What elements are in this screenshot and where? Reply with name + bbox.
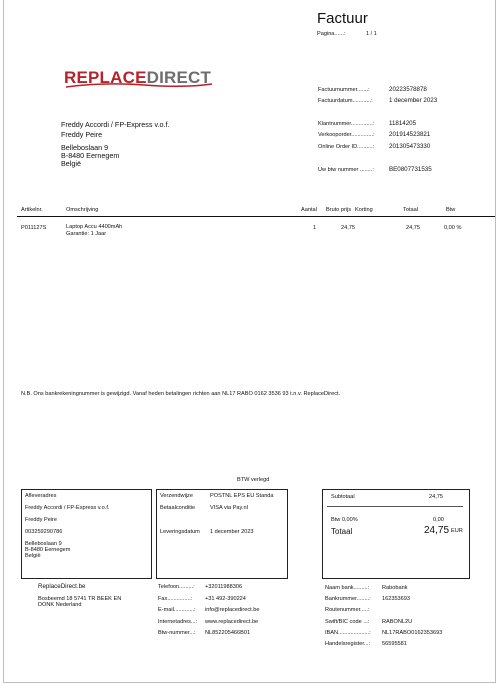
table-header-divider	[17, 216, 495, 217]
footer-phone-value: +32011988306	[205, 584, 243, 590]
replacedirect-logo	[64, 68, 211, 88]
meta-value-sales-order: 201914523821	[389, 131, 431, 138]
meta-label-invoice-date: Factuurdatum............:	[318, 98, 373, 104]
delivery-address-box	[21, 489, 152, 579]
row-description: Laptop Accu 4400mAh	[66, 224, 123, 230]
payment-condition-label: Betaalconditie	[160, 505, 196, 511]
row-warranty: Garantie: 1 Jaar	[66, 231, 107, 237]
delivery-city: B-8480 Eernegem	[25, 547, 71, 553]
customer-name: Freddy Accordi / FP-Express v.o.f.	[61, 120, 170, 129]
delivery-name: Freddy Accordi / FP-Express v.o.f.	[25, 505, 110, 511]
meta-label-sales-order: Verkooporder..............:	[318, 132, 375, 138]
customer-city: B-8480 Eernegem	[61, 151, 120, 160]
footer-vat-label: Btw-nummer...:	[158, 630, 196, 636]
meta-value-customer-number: 11814205	[389, 120, 417, 127]
footer-fax-label: Fax...............:	[158, 596, 193, 602]
delivery-country: België	[25, 553, 41, 559]
footer-bank-name-label: Naam bank.........:	[325, 585, 370, 591]
bank-change-notice: N.B. Ons bankrekeningnummer is gewijzigd. Vanaf heden betalingen richten aan NL17 RABO 0162 3536 93 t.n.v. ReplaceDirect.	[21, 391, 341, 397]
subtotal-divider	[327, 506, 463, 507]
payment-condition-value: VISA via Pay.nl	[210, 505, 248, 511]
footer-email-label: E-mail.............:	[158, 607, 196, 613]
footer-fax-value: +31 492-390224	[205, 596, 246, 602]
totals-box	[322, 489, 470, 579]
customer-contact: Freddy Peire	[61, 130, 103, 139]
footer-website-value[interactable]: www.replacedirect.be	[205, 619, 259, 625]
footer-chamber-label: Handelsregister...:	[325, 641, 371, 647]
row-gross-price: 24,75	[341, 225, 355, 231]
row-vat: 0,00 %	[444, 225, 462, 231]
meta-label-vat-number: Uw btw nummer ........:	[318, 167, 374, 173]
delivery-date-value: 1 december 2023	[210, 529, 254, 535]
footer-swift-value: RABONL2U	[382, 619, 413, 625]
total-currency: EUR	[451, 528, 463, 534]
delivery-street: Belleboslaan 9	[25, 541, 62, 547]
footer-iban-value: NL17RABO0162353693	[382, 630, 443, 636]
vat-reverse-charge: BTW verlegd	[237, 477, 270, 483]
row-artikel: P011127S	[21, 225, 47, 231]
customer-country: België	[61, 159, 81, 168]
page-value: 1 / 1	[366, 31, 377, 37]
delivery-title: Afleveradres	[25, 493, 57, 499]
meta-value-invoice-number: 20223578878	[389, 86, 427, 93]
total-value: 24,75	[424, 525, 450, 536]
col-header-omschrijving: Omschrijving	[66, 207, 99, 213]
meta-value-vat-number: BE0807731535	[389, 166, 432, 173]
vat-value: 0,00	[433, 517, 444, 523]
delivery-date-label: Leveringsdatum	[160, 529, 200, 535]
customer-street: Belleboslaan 9	[61, 143, 109, 152]
subtotal-value: 24,75	[429, 494, 443, 500]
col-header-bruto: Bruto prijs	[326, 207, 352, 213]
row-quantity: 1	[313, 225, 317, 231]
page-label: Pagina......:	[317, 31, 346, 37]
meta-value-invoice-date: 1 december 2023	[389, 97, 438, 104]
shipping-box	[156, 489, 288, 579]
delivery-contact: Freddy Peire	[25, 517, 58, 523]
footer-chamber-value: 56595581	[382, 641, 407, 647]
shipping-method-label: Verzendwijze	[160, 493, 193, 499]
footer-website-label: Internetadres...:	[158, 619, 198, 625]
footer-iban-label: IBAN....................:	[325, 630, 371, 636]
shipping-method-value: POSTNL EPS EU Standa	[210, 493, 274, 499]
invoice-title: Factuur	[317, 10, 368, 27]
delivery-phone: 003259290786	[25, 529, 63, 535]
col-header-korting: Korting	[355, 207, 373, 213]
col-header-btw: Btw	[446, 207, 456, 213]
footer-phone-label: Telefoon.........:	[158, 584, 195, 590]
footer-route-number-label: Routenummer.....:	[325, 607, 370, 613]
logo-part-direct: DIRECT	[146, 68, 212, 87]
footer-address-line2: DONK Nederland	[38, 602, 82, 608]
meta-label-online-order-id: Online Order ID..........:	[318, 144, 375, 150]
vat-label: Btw 0,00%	[331, 517, 358, 523]
invoice-page	[3, 0, 496, 683]
footer-bank-number-value: 162353693	[382, 596, 410, 602]
footer-bank-name-value: Rabobank	[382, 585, 408, 591]
col-header-aantal: Aantal	[301, 207, 317, 213]
subtotal-label: Subtotaal	[331, 494, 355, 500]
footer-address-line1: Bosbeemd 18 5741 TR BEEK EN	[38, 596, 122, 602]
meta-value-online-order-id: 201305473330	[389, 143, 431, 150]
footer-vat-value: NL852205466B01	[205, 630, 251, 636]
row-total: 24,75	[406, 225, 420, 231]
col-header-totaal: Totaal	[403, 207, 418, 213]
logo-part-replace: REPLACE	[64, 68, 147, 87]
footer-company: ReplaceDirect.be	[38, 583, 86, 590]
footer-bank-number-label: Bankrummer........:	[325, 596, 371, 602]
col-header-artikel: Artikelnr.	[21, 207, 43, 213]
footer-swift-label: Swift/BIC code ...:	[325, 619, 370, 625]
meta-label-invoice-number: Factuurnummer.......:	[318, 87, 370, 93]
meta-label-customer-number: Klantnummer..............:	[318, 121, 375, 127]
total-label: Totaal	[331, 527, 353, 536]
footer-email-value[interactable]: info@replacedirect.be	[205, 607, 260, 613]
logo-swoosh-icon	[64, 82, 214, 90]
